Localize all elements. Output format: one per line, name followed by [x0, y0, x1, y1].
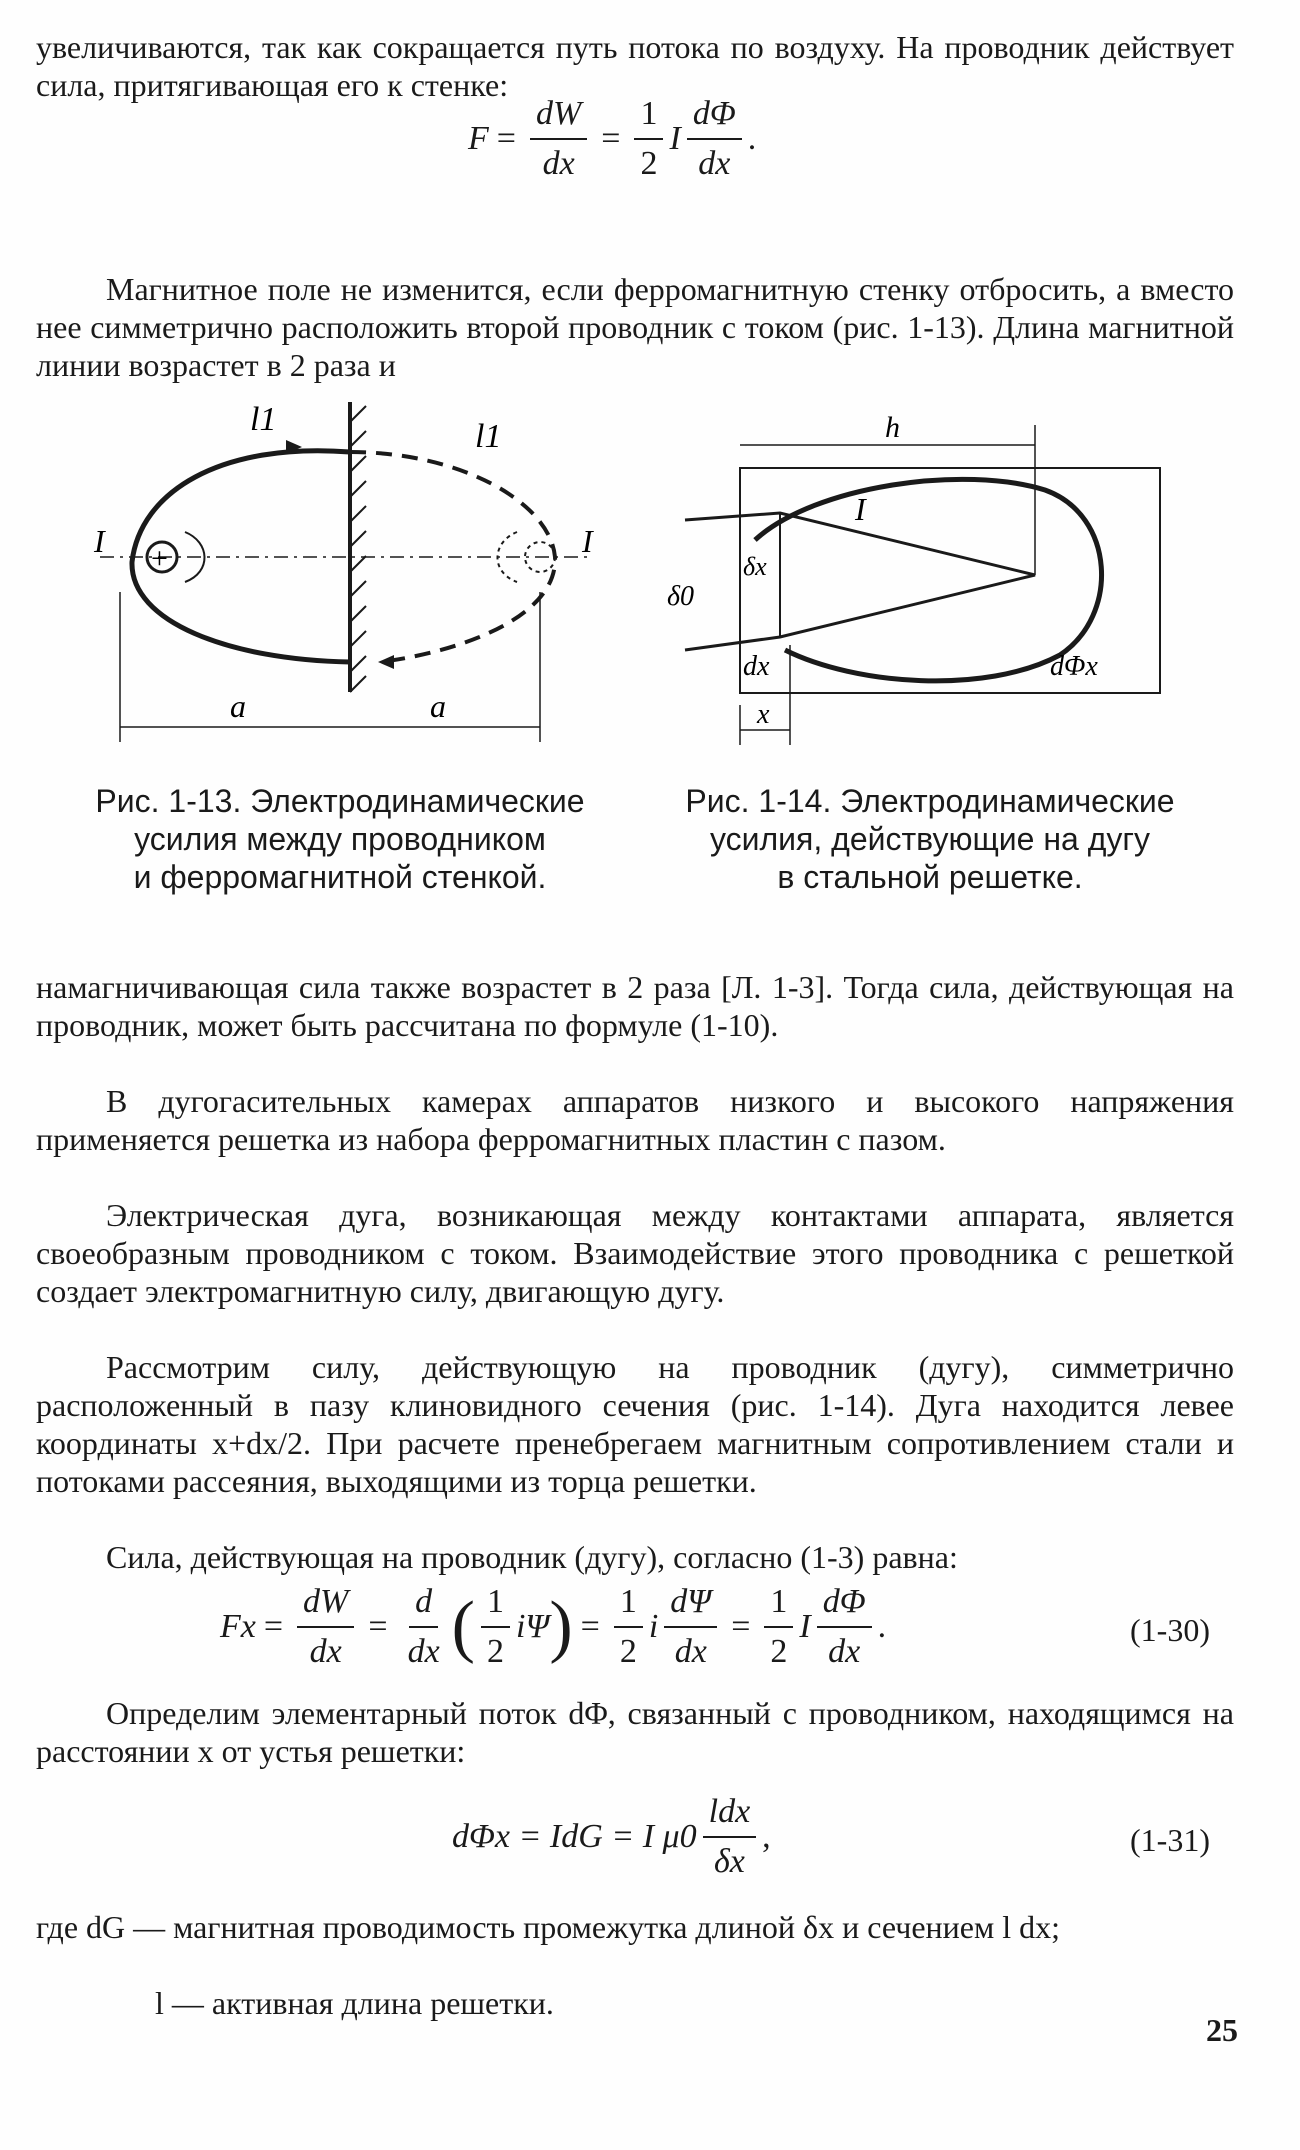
fraction-denominator: dx	[828, 1633, 861, 1670]
label-dPhix: dΦx	[1050, 651, 1098, 682]
fraction	[764, 1580, 793, 1674]
fraction	[703, 1790, 757, 1884]
formula-end: .	[877, 1608, 887, 1645]
fraction	[664, 1580, 717, 1674]
formula-eq: =	[601, 120, 621, 157]
page-number: 25	[1206, 2012, 1238, 2048]
fraction-denominator: δx	[713, 1843, 745, 1880]
fraction-denominator: dx	[407, 1633, 440, 1670]
equation-number-1-30: (1-30)	[1130, 1612, 1210, 1648]
caption-line: и ферромагнитной стенкой.	[133, 859, 547, 895]
fraction-numerator: d	[409, 1580, 438, 1628]
formula-end: ,	[762, 1818, 771, 1855]
fraction	[687, 92, 742, 186]
formula-current: I	[669, 120, 681, 157]
figure-1-13	[80, 392, 640, 752]
formula-term: i	[648, 1608, 659, 1645]
paragraph-electric-arc: Электрическая дуга, возникающая между контактами аппарата, является своеобразным проводником с током. Взаимодействие этого проводника с решеткой создает электромагнитную силу, двигающую дугу.	[36, 1197, 1234, 1309]
label-l1-right: l1	[475, 418, 502, 455]
fraction	[614, 1580, 643, 1674]
formula-eq: =	[368, 1608, 388, 1645]
label-I-right: I	[582, 523, 593, 559]
definition-l: l — активная длина решетки.	[155, 1985, 554, 2021]
label-h: h	[885, 411, 900, 444]
caption-fig-1-13	[50, 782, 630, 896]
label-I: I	[855, 491, 866, 527]
paragraph-elementary-flux: Определим элементарный поток dΦ, связанный с проводником, находящимся на расстоянии x от устья решетки:	[36, 1695, 1234, 1769]
formula-1-31	[452, 1790, 771, 1884]
fraction	[481, 1580, 510, 1674]
paragraph-intro: увеличиваются, так как сокращается путь потока по воздуху. На проводник действует сила, притягивающая его к стенке:	[36, 29, 1234, 103]
label-a-left: a	[230, 688, 246, 724]
fraction-numerator: dΦ	[817, 1580, 872, 1628]
fraction	[402, 1580, 446, 1674]
label-a-right: a	[430, 688, 446, 724]
paren-close: )	[549, 1588, 573, 1665]
caption-fig-1-14	[640, 782, 1220, 896]
fraction-numerator: ldx	[703, 1790, 757, 1838]
fraction-numerator: dW	[530, 92, 587, 140]
formula-eq: =	[580, 1608, 600, 1645]
fraction-denominator: dx	[674, 1633, 707, 1670]
equation-number-1-31: (1-31)	[1130, 1822, 1210, 1858]
fraction	[634, 92, 663, 186]
fraction-numerator: 1	[634, 92, 663, 140]
figure-1-14	[665, 405, 1195, 765]
formula-term: iΨ	[515, 1608, 550, 1645]
caption-line: Рис. 1-13. Электродинамические	[95, 783, 585, 819]
fraction-numerator: 1	[764, 1580, 793, 1628]
formula-term: I	[799, 1608, 811, 1645]
definition-dG: где dG — магнитная проводимость промежутка длиной δx и сечением l dx;	[36, 1909, 1061, 1945]
fraction-numerator: dΦ	[687, 92, 742, 140]
formula-end: .	[747, 120, 757, 157]
fraction-numerator: dΨ	[664, 1580, 717, 1628]
formula-eq: =	[263, 1608, 284, 1645]
fraction-numerator: dW	[297, 1580, 354, 1628]
caption-line: Рис. 1-14. Электродинамические	[685, 783, 1175, 819]
wall-hatching	[350, 406, 366, 692]
formula-eq: =	[731, 1608, 751, 1645]
fraction-denominator: dx	[309, 1633, 342, 1670]
caption-line: усилия между проводником	[134, 821, 546, 857]
fraction-denominator: 2	[640, 145, 658, 182]
formula-lhs: F	[468, 120, 489, 157]
formula-1-30	[220, 1580, 886, 1674]
fraction-denominator: 2	[619, 1633, 637, 1670]
fraction-denominator: dx	[698, 145, 731, 182]
paragraph-mmf: намагничивающая сила также возрастет в 2 раза [Л. 1-3]. Тогда сила, действующая на проводник, может быть рассчитана по формуле (1-10).	[36, 969, 1234, 1043]
formula-lhs: Fx	[220, 1608, 256, 1645]
label-l1-left: l1	[250, 401, 277, 438]
label-I-left: I	[94, 523, 105, 559]
label-deltax: δx	[743, 552, 767, 581]
fraction	[817, 1580, 872, 1674]
caption-line: в стальной решетке.	[777, 859, 1083, 895]
fraction-numerator: 1	[614, 1580, 643, 1628]
paragraph-force-equals: Сила, действующая на проводник (дугу), согласно (1-3) равна:	[106, 1539, 958, 1575]
arrow-icon	[378, 655, 394, 669]
fraction-denominator: 2	[486, 1633, 504, 1670]
label-x: x	[757, 699, 770, 730]
fraction-denominator: 2	[770, 1633, 788, 1670]
fraction-denominator: dx	[542, 145, 575, 182]
formula-force	[468, 92, 756, 186]
label-delta0: δ0	[667, 581, 695, 612]
wedge-slot	[685, 513, 1035, 650]
current-direction-plus: +	[151, 542, 168, 575]
paren-open: (	[451, 1588, 475, 1665]
paragraph-force-consideration: Рассмотрим силу, действующую на проводник (дугу), симметрично расположенный в пазу клиновидного сечения (рис. 1-14). Дуга находится левее координаты x+dx/2. При расчете пренебрегаем магнитным сопротивлением стали и потоками рассеяния, выходящими из торца решетки.	[36, 1349, 1234, 1499]
fraction	[297, 1580, 354, 1674]
formula-lhs: dΦx = IdG = I μ0	[452, 1818, 697, 1855]
paragraph-arc-chambers: В дугогасительных камерах аппаратов низкого и высокого напряжения применяется решетка из набора ферромагнитных пластин с пазом.	[36, 1083, 1234, 1157]
paragraph-magnetic-field: Магнитное поле не изменится, если ферромагнитную стенку отбросить, а вместо нее симметрично расположить второй проводник с током (рис. 1-13). Длина магнитной линии возрастет в 2 раза и	[36, 271, 1234, 383]
caption-line: усилия, действующие на дугу	[709, 821, 1151, 857]
formula-eq: =	[496, 120, 516, 157]
fraction-numerator: 1	[481, 1580, 510, 1628]
fraction	[530, 92, 587, 186]
label-dx: dx	[743, 651, 770, 682]
